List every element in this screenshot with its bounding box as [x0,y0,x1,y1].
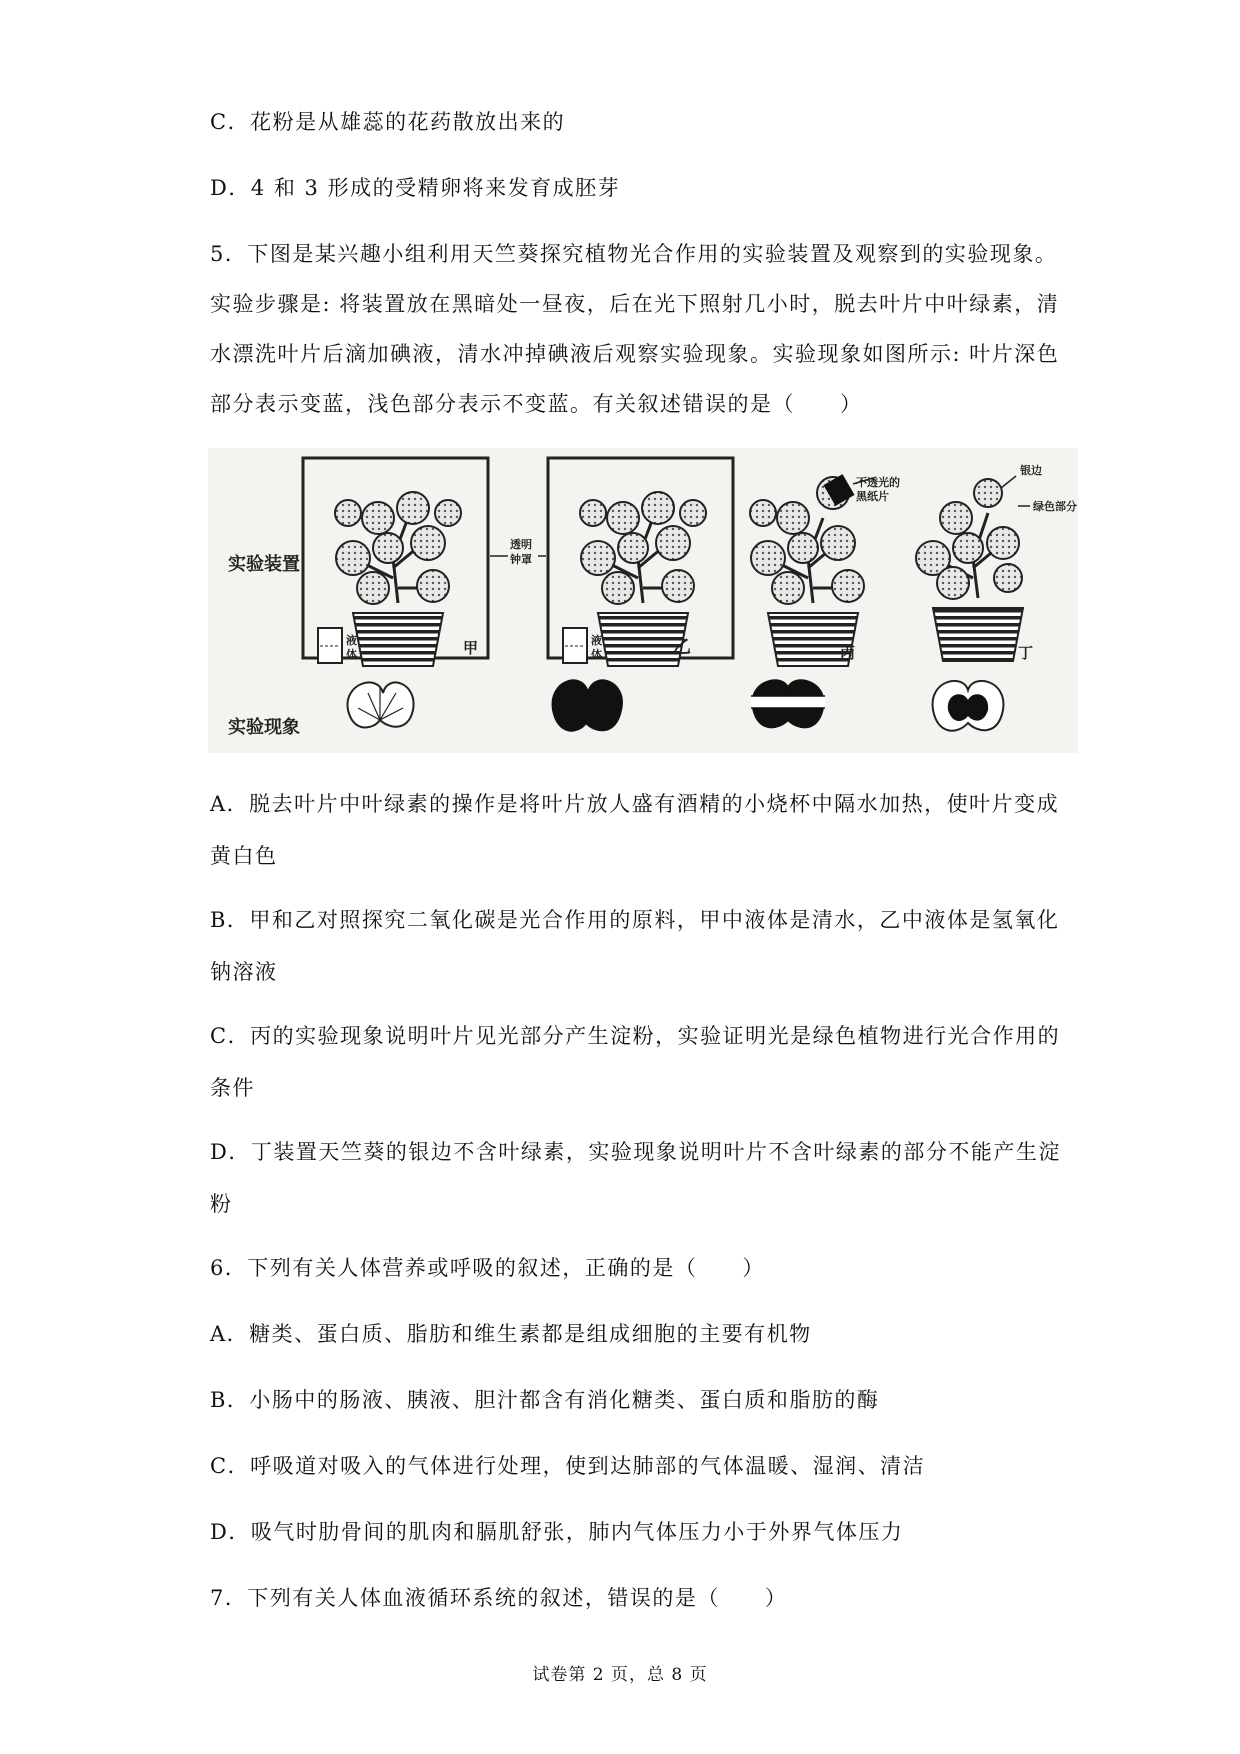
option-c-q4: C．花粉是从雄蕊的花药散放出来的 [210,110,566,134]
bell-jar-label-1: 透明 [510,538,532,551]
option-d-q5-cont: 粉 [210,1192,233,1216]
result-leaf-bing [751,680,825,727]
row-label-device: 实验装置 [228,554,300,575]
plant-jia [335,492,461,604]
paper-label-1: 不透光的 [856,476,900,489]
option-c-q5: C．丙的实验现象说明叶片见光部分产生淀粉，实验证明光是绿色植物进行光合作用的 [210,1024,1061,1048]
paper-label-2: 黑纸片 [856,490,889,503]
option-b-q6: B．小肠中的肠液、胰液、胆汁都含有消化糖类、蛋白质和脂肪的酶 [210,1388,880,1412]
pot-ding [933,608,1023,661]
liquid-label-jia-1: 液 [346,634,357,647]
question-5-stem-line2: 实验步骤是: 将装置放在黑暗处一昼夜，后在光下照射几小时，脱去叶片中叶绿素，清 [210,292,1060,316]
option-a-q5-cont: 黄白色 [210,844,278,868]
plant-bing [750,474,864,604]
question-6-stem: 6．下列有关人体营养或呼吸的叙述，正确的是（ ） [210,1256,765,1280]
row-label-result: 实验现象 [228,717,300,738]
green-part-label: 绿色部分 [1033,500,1077,513]
result-leaf-yi [553,680,622,730]
option-a-q5: A．脱去叶片中叶绿素的操作是将叶片放人盛有酒精的小烧杯中隔水加热，使叶片变成 [210,792,1060,816]
question-5-stem-line4: 部分表示变蓝，浅色部分表示不变蓝。有关叙述错误的是（ ） [210,392,863,416]
plant-yi [580,492,706,604]
option-a-q6: A．糖类、蛋白质、脂肪和维生素都是组成细胞的主要有机物 [210,1322,812,1346]
page-footer: 试卷第 2 页，总 8 页 [532,1665,708,1685]
question-5-stem: 5．下图是某兴趣小组利用天竺葵探究植物光合作用的实验装置及观察到的实验现象。 [210,242,1058,266]
option-d-q4: D．4 和 3 形成的受精卵将来发育成胚芽 [210,176,621,200]
label-yi: 乙 [673,637,691,658]
experiment-diagram [208,448,1078,753]
option-d-q6: D．吸气时肋骨间的肌肉和膈肌舒张，肺内气体压力小于外界气体压力 [210,1520,904,1544]
option-d-q5: D．丁装置天竺葵的银边不含叶绿素，实验现象说明叶片不含叶绿素的部分不能产生淀 [210,1140,1061,1164]
liquid-label-jia-2: 体 [346,648,357,661]
plant-ding [916,479,1022,599]
question-5-stem-line3: 水漂洗叶片后滴加碘液，清水冲掉碘液后观察实验现象。实验现象如图所示: 叶片深色 [210,342,1060,366]
liquid-label-yi-1: 液 [591,634,602,647]
result-leaf-jia [348,682,414,727]
question-7-stem: 7．下列有关人体血液循环系统的叙述，错误的是（ ） [210,1586,788,1610]
label-jia: 甲 [463,639,479,657]
label-bing: 丙 [840,644,856,662]
experiment-figure [208,448,1078,753]
label-ding: 丁 [1018,644,1034,662]
silver-edge-label: 银边 [1020,464,1042,477]
option-c-q6: C．呼吸道对吸入的气体进行处理，使到达肺部的气体温暖、湿润、清洁 [210,1454,926,1478]
result-leaf-ding [933,681,1004,731]
option-b-q5-cont: 钠溶液 [210,960,278,984]
pot-jia [353,613,443,666]
liquid-label-yi-2: 体 [591,648,602,661]
option-b-q5: B．甲和乙对照探究二氧化碳是光合作用的原料，甲中液体是清水，乙中液体是氢氧化 [210,908,1060,932]
bell-jar-label-2: 钟罩 [510,553,532,566]
option-c-q5-cont: 条件 [210,1076,255,1100]
